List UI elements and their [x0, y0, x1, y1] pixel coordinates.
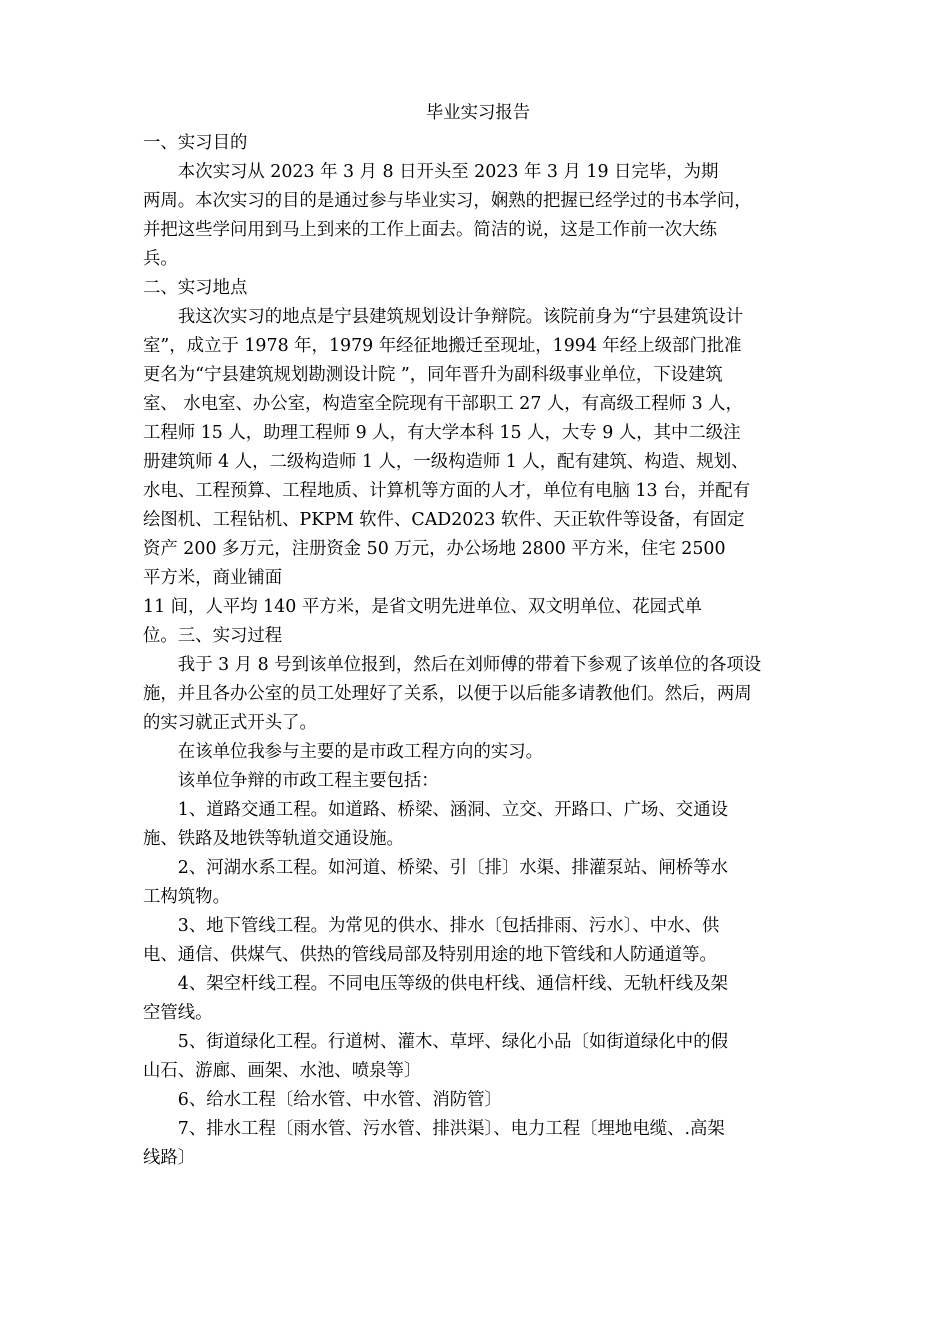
- list-item-road-traffic: [143, 796, 813, 854]
- list-item-street-greening: [143, 1028, 813, 1086]
- text-line: 室、 水电室、办公室，构造室全院现有干部职工 27 人，有高级工程师 3 人，: [143, 394, 743, 414]
- list-item-water-supply: [143, 1086, 813, 1115]
- text-line: 该单位争辩的市政工程主要包括：: [177, 771, 439, 791]
- section-heading-location: 二、实习地点: [143, 278, 248, 298]
- text-line: 6、给水工程〔给水管、中水管、消防管〕: [177, 1090, 502, 1110]
- text-line: 工构筑物。: [143, 887, 230, 907]
- paragraph-purpose: [143, 158, 813, 274]
- text-line: 山石、游廊、画架、水池、喷泉等〕: [143, 1061, 422, 1081]
- text-line: 室”，成立于 1978 年，1979 年经征地搬迁至现址，1994 年经上级部门批准: [143, 336, 742, 356]
- text-line: 3、地下管线工程。为常见的供水、排水〔包括排雨、污水〕、中水、供: [177, 916, 720, 936]
- text-line: 线路〕: [143, 1148, 196, 1168]
- document-title: 毕业实习报告: [425, 103, 531, 123]
- text-line: 1、道路交通工程。如道路、桥梁、涵洞、立交、开路口、广场、交通设: [177, 800, 728, 820]
- text-line: 资产 200 多万元，注册资金 50 万元，办公场地 2800 平方米，住宅 2500: [143, 539, 726, 559]
- text-line: 两周。本次实习的目的是通过参与毕业实习，娴熟的把握已经学过的书本学问，: [143, 191, 752, 211]
- text-line: 更名为“宁县建筑规划勘测设计院 ”，同年晋升为副科级事业单位，下设建筑: [143, 365, 723, 385]
- text-line: 7、排水工程〔雨水管、污水管、排洪渠〕、电力工程〔埋地电缆、.高架: [177, 1119, 725, 1139]
- text-line: 兵。: [143, 249, 178, 269]
- document-page: [143, 97, 813, 1173]
- text-line: 我于 3 月 8 号到该单位报到，然后在刘师傅的带着下参观了该单位的各项设: [177, 655, 762, 675]
- paragraph-process-3: [143, 767, 813, 796]
- text-line: 平方米，商业铺面: [143, 568, 283, 588]
- text-line: 我这次实习的地点是宁县建筑规划设计争辩院。该院前身为“宁县建筑设计: [177, 307, 744, 327]
- list-item-drainage: [143, 1115, 813, 1173]
- text-line: 并把这些学问用到马上到来的工作上面去。简洁的说，这是工作前一次大练: [143, 220, 717, 240]
- text-line: 5、街道绿化工程。行道树、灌木、草坪、绿化小品〔如街道绿化中的假: [177, 1032, 728, 1052]
- text-line: 施，并且各办公室的员工处理好了关系，以便于以后能多请教他们。然后，两周: [143, 684, 752, 704]
- section-heading-purpose: 一、实习目的: [143, 133, 248, 153]
- list-item-underground-pipeline: [143, 912, 813, 970]
- text-line: 水电、工程预算、工程地质、计算机等方面的人才，单位有电脑 13 台，并配有: [143, 481, 751, 501]
- text-line: 工程师 15 人，助理工程师 9 人，有大学本科 15 人，大专 9 人，其中二级注: [143, 423, 741, 443]
- paragraph-process-2: [143, 738, 813, 767]
- text-line: 在该单位我参与主要的是市政工程方向的实习。: [177, 742, 544, 762]
- text-line: 册建筑师 4 人，二级构造师 1 人，一级构造师 1 人，配有建筑、构造、规划、: [143, 452, 749, 472]
- text-line: 4、架空杆线工程。不同电压等级的供电杆线、通信杆线、无轨杆线及架: [177, 974, 728, 994]
- text-line: 位。三、实习过程: [143, 626, 283, 646]
- text-line: 的实习就正式开头了。: [143, 713, 317, 733]
- text-line: 11 间，人平均 140 平方米，是省文明先进单位、双文明单位、花园式单: [143, 597, 702, 617]
- text-line: 施、铁路及地铁等轨道交通设施。: [143, 829, 404, 849]
- list-item-overhead-line: [143, 970, 813, 1028]
- text-line: 电、通信、供煤气、供热的管线局部及特别用途的地下管线和人防通道等。: [143, 945, 717, 965]
- text-line: 空管线。: [143, 1003, 213, 1023]
- paragraph-process-1: [143, 651, 813, 738]
- list-item-river-lake: [143, 854, 813, 912]
- text-line: 绘图机、工程钻机、PKPM 软件、CAD2023 软件、天正软件等设备，有固定: [143, 510, 745, 530]
- text-line: 2、河湖水系工程。如河道、桥梁、引〔排〕水渠、排灌泵站、闸桥等水: [177, 858, 728, 878]
- paragraph-location: [143, 303, 813, 651]
- text-line: 本次实习从 2023 年 3 月 8 日开头至 2023 年 3 月 19 日完毕，为期: [177, 162, 719, 182]
